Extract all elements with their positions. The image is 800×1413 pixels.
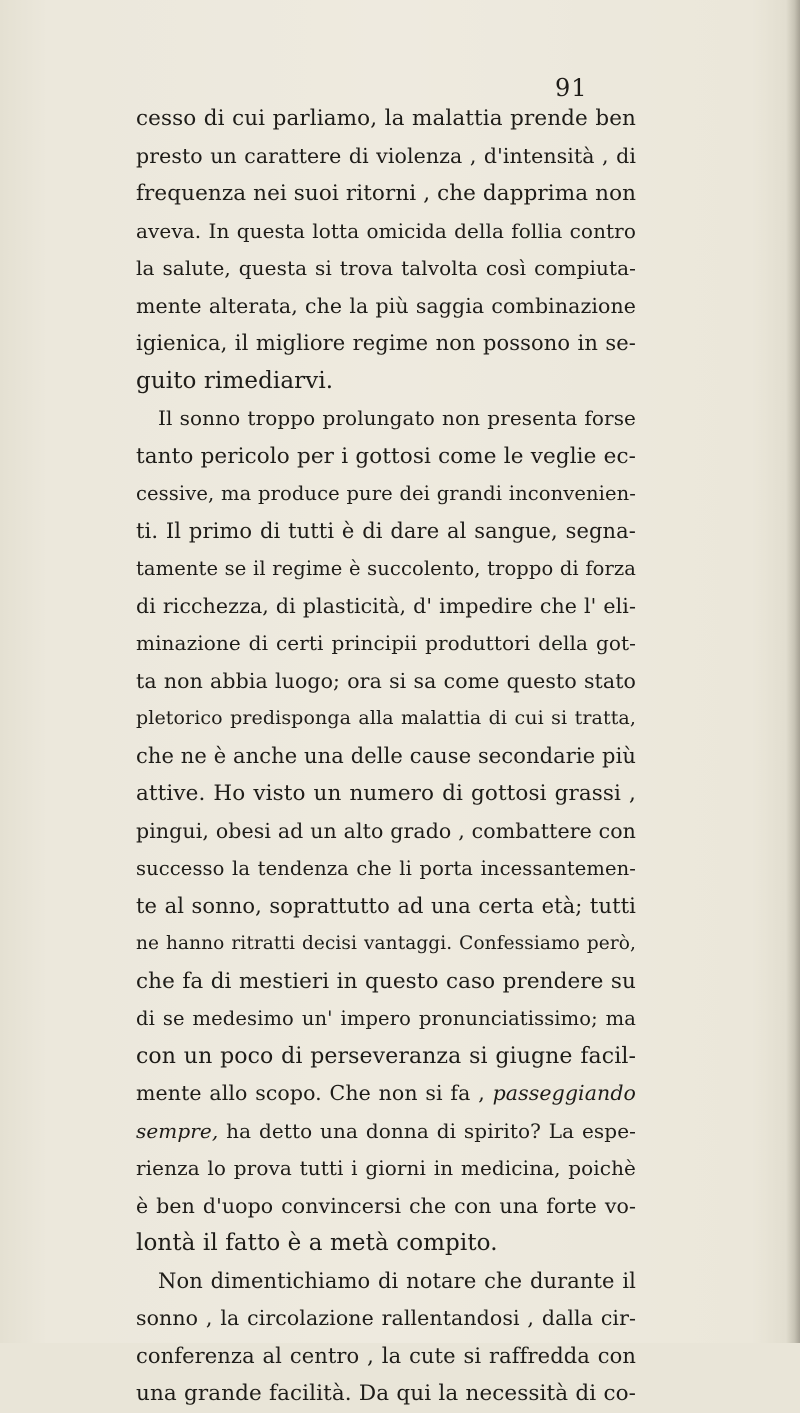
- text-line: guito rimediarvi.: [136, 367, 334, 394]
- text-line: ne hanno ritratti decisi vantaggi. Confessiamo però,: [136, 933, 636, 954]
- text-line: cesso di cui parliamo, la malattia prende ben: [136, 106, 636, 131]
- text-line: pletorico predisponga alla malattia di cui si tratta,: [136, 707, 636, 729]
- text-line-with-italic: [136, 1113, 636, 1151]
- text-line: è ben d'uopo convincersi che con una forte vo-: [136, 1193, 636, 1218]
- italic-phrase: sempre,: [136, 1118, 219, 1143]
- text-line: di ricchezza, di plasticità, d' impedire che l' eli-: [136, 593, 636, 618]
- text-line: ta non abbia luogo; ora si sa come questo stato: [136, 668, 636, 693]
- text-segment: ha detto una donna di spirito? La espe-: [226, 1118, 636, 1143]
- text-line: mente alterata, che la più saggia combinazione: [136, 293, 636, 318]
- text-line: di se medesimo un' impero pronunciatissimo; ma: [136, 1007, 636, 1030]
- body-text: [136, 100, 636, 1413]
- text-line: Il sonno troppo prolungato non presenta forse: [158, 406, 636, 430]
- text-line: Non dimentichiamo di notare che durante il: [158, 1268, 636, 1293]
- page-edge-shadow: [786, 0, 800, 1343]
- text-line: che ne è anche una delle cause secondarie più: [136, 743, 637, 768]
- text-line: attive. Ho visto un numero di gottosi grassi ,: [136, 781, 636, 806]
- text-line: una grande facilità. Da qui la necessità di co-: [136, 1381, 636, 1406]
- text-line: tanto pericolo per i gottosi come le veglie ec-: [136, 443, 636, 469]
- text-line: igienica, il migliore regime non possono in se-: [136, 331, 636, 355]
- text-line: cessive, ma produce pure dei grandi inconvenien-: [136, 482, 636, 505]
- text-line: successo la tendenza che li porta incessantemen-: [136, 857, 636, 880]
- text-segment: mente allo scopo. Che non si fa ,: [136, 1081, 485, 1105]
- text-line: minazione di certi principii produttori della got-: [136, 631, 636, 655]
- text-line: rienza lo prova tutti i giorni in medicina, poichè: [136, 1156, 636, 1180]
- text-line: la salute, questa si trova talvolta così compiuta-: [136, 256, 636, 280]
- text-line-with-italic: [136, 1075, 636, 1113]
- page-number: 91: [555, 74, 588, 102]
- text-line: presto un carattere di violenza , d'intensità , di: [136, 143, 636, 168]
- text-line: te al sonno, soprattutto ad una certa età; tutti: [136, 893, 636, 918]
- text-line: sonno , la circolazione rallentandosi , dalla cir-: [136, 1306, 636, 1330]
- text-line: frequenza nei suoi ritorni , che dapprima non: [136, 181, 637, 206]
- text-line: aveva. In questa lotta omicida della follia contro: [136, 218, 636, 243]
- italic-phrase: passeggiando: [492, 1081, 636, 1105]
- text-line: ti. Il primo di tutti è di dare al sangue, segna-: [136, 518, 636, 543]
- text-line: conferenza al centro , la cute si raffredda con: [136, 1343, 636, 1368]
- text-line: che fa di mestieri in questo caso prendere su: [136, 968, 636, 994]
- text-line: tamente se il regime è succolento, troppo di forza: [136, 557, 636, 580]
- text-line: lontà il fatto è a metà compito.: [136, 1230, 498, 1256]
- text-line: con un poco di perseveranza si giugne facil-: [136, 1043, 636, 1069]
- text-line: pingui, obesi ad un alto grado , combattere con: [136, 818, 636, 843]
